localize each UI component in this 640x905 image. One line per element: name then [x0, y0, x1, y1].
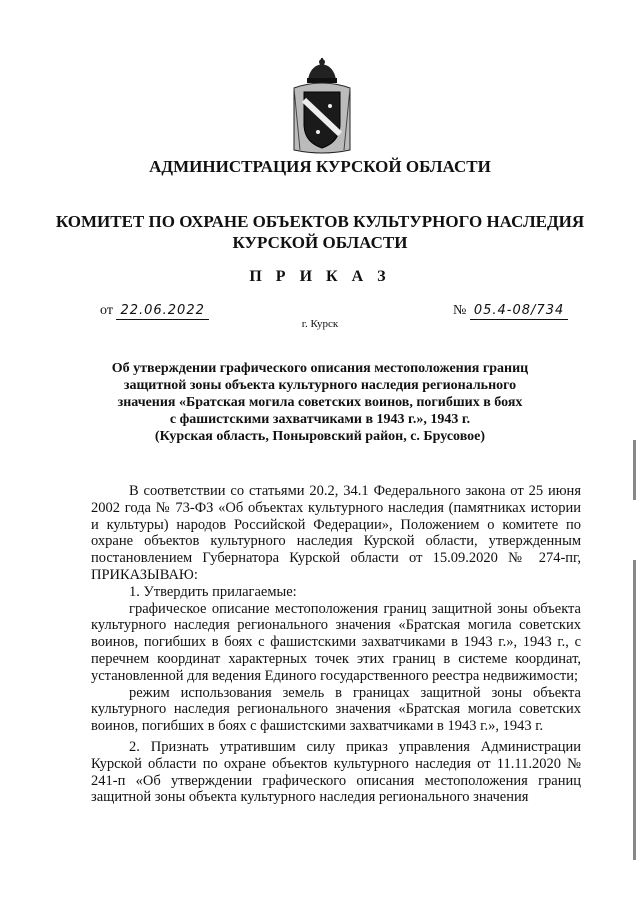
number-label: №: [453, 303, 467, 318]
administration-title: АДМИНИСТРАЦИЯ КУРСКОЙ ОБЛАСТИ: [149, 157, 491, 176]
coat-of-arms-emblem: [290, 58, 354, 156]
scan-edge-line: [633, 560, 636, 860]
subject-line: Об утверждении графического описания местоположения границ: [111, 361, 529, 376]
subject-line: (Курская область, Поныровский район, с. Брусовое): [154, 429, 486, 444]
subject-line: значения «Братская могила советских воинов, погибших в боях: [117, 395, 523, 410]
date-label: от: [100, 303, 113, 318]
body-paragraph-regime: режим использования земель в границах защитной зоны объекта культурного наследия регионального значения «Братская могила советских воинов, погибших в боях с фашистскими захватчиками в 1943 г.», 1943 г.: [91, 684, 581, 735]
order-number: [453, 303, 568, 319]
order-date: [100, 303, 209, 319]
committee-title-line2: КУРСКОЙ ОБЛАСТИ: [232, 233, 408, 252]
subject-line: с фашистскими захватчиками в 1943 г.», 1943 г.: [169, 412, 471, 427]
committee-title-line1: КОМИТЕТ ПО ОХРАНЕ ОБЪЕКТОВ КУЛЬТУРНОГО НАСЛЕДИЯ: [55, 212, 585, 231]
body-paragraph-preamble: В соответствии со статьями 20.2, 34.1 Федерального закона от 25 июня 2002 года № 73-ФЗ «Об объектах культурного наследия (памятниках истории и культуры) народов Российской Федерации», Положением о комитете по охране объектов культурного наследия Курской области, утвержденным постановлением Губернатора Курской области от 15.09.2020 № 274-пг, ПРИКАЗЫВАЮ:: [91, 483, 581, 583]
order-heading: П Р И К А З: [249, 268, 391, 285]
handwritten-date: 22.06.2022: [116, 303, 208, 320]
city-label: г. Курск: [301, 318, 339, 330]
order-subject: [0, 360, 640, 445]
body-paragraph-item1: 1. Утвердить прилагаемые:: [129, 583, 297, 600]
committee-title: [0, 211, 640, 253]
order-body: [91, 483, 581, 806]
body-paragraph-item2: 2. Признать утратившим силу приказ управления Администрации Курской области по охране объектов культурного наследия от 11.11.2020 № 241-п «Об утверждении графического описания местоположения границ защитной зоны объекта культурного наследия регионального значения: [91, 738, 581, 806]
body-paragraph-description: графическое описание местоположения границ защитной зоны объекта культурного наследия регионального значения «Братская могила советских воинов, погибших в боях с фашистскими захватчиками в 1943 г.», 1943 г., с перечнем координат характерных точек этих границ в системе координат, установленной для ведения Единого государственного реестра недвижимости;: [91, 600, 581, 684]
subject-line: защитной зоны объекта культурного наследия регионального: [123, 378, 517, 393]
handwritten-number: 05.4-08/734: [470, 303, 568, 320]
scan-edge-line: [633, 440, 636, 500]
